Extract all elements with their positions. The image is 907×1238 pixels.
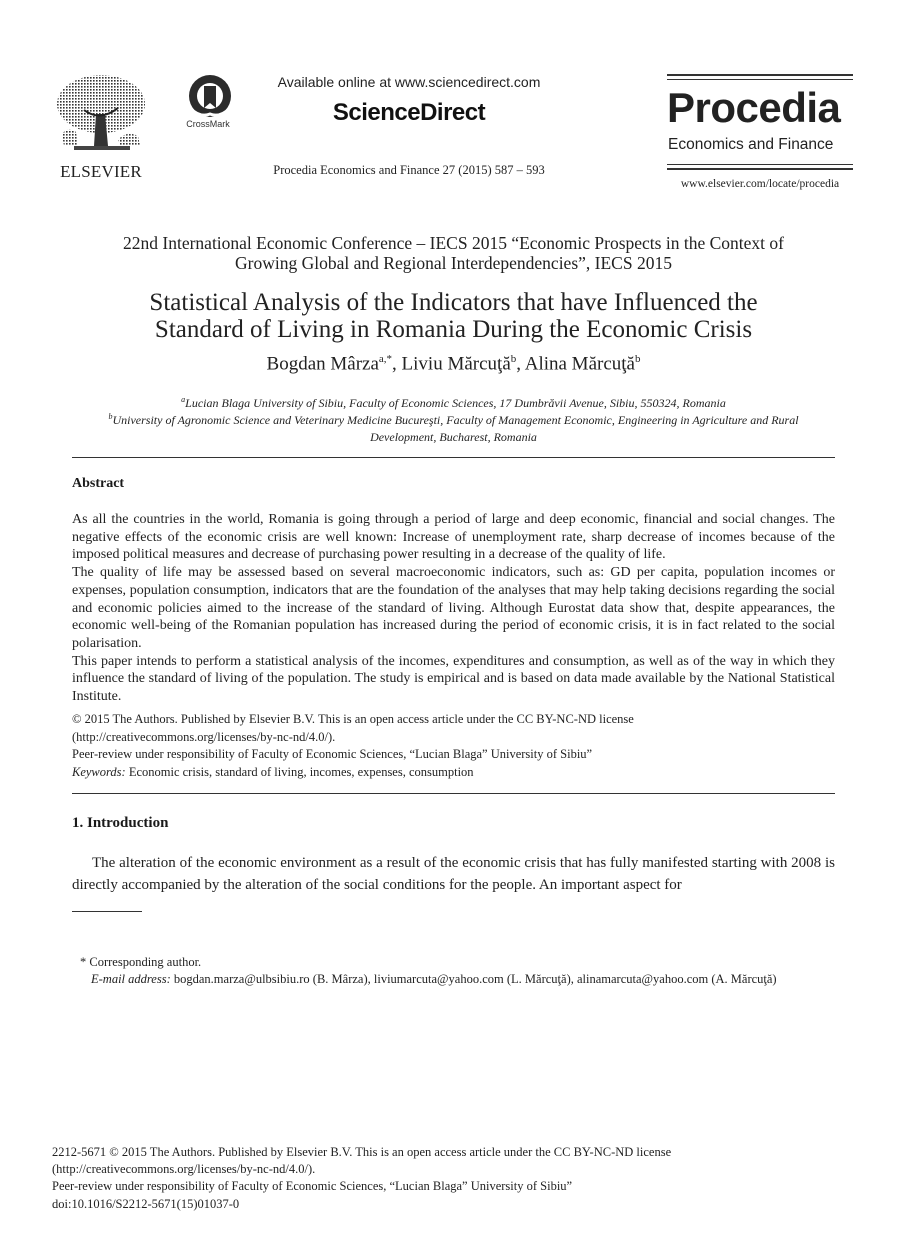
publisher-name: ELSEVIER xyxy=(60,162,142,181)
corresponding-author-note: * Corresponding author. xyxy=(80,955,202,969)
available-online-text[interactable]: Available online at www.sciencedirect.com xyxy=(277,74,541,90)
email-line xyxy=(80,971,840,988)
email-addresses[interactable]: bogdan.marza@ulbsibiu.ro (B. Mârza), liviumarcuta@yahoo.com (L. Mărcuţă), alinamarcuta@yahoo.com (A. Mărcuţă) xyxy=(173,972,777,986)
doi-line[interactable]: doi:10.1016/S2212-5671(15)01037-0 xyxy=(52,1196,240,1211)
license-and-keywords xyxy=(72,711,835,781)
keywords-text: Economic crisis, standard of living, incomes, expenses, consumption xyxy=(128,764,474,779)
affiliation-mark: a xyxy=(181,395,186,404)
license-link[interactable]: (http://creativecommons.org/licenses/by-nc-nd/4.0/). xyxy=(72,729,336,744)
paper-title xyxy=(60,289,847,343)
elsevier-logo xyxy=(52,74,150,181)
procedia-masthead xyxy=(667,74,853,194)
conference-title xyxy=(60,233,847,273)
abstract-paragraph: The quality of life may be assessed based on several macroeconomic indicators, such as: GD per capita, population incomes or expenses, population consumption, indicators that are the foundation of the analyses that may help taking decisions regarding the social and economic policies aimed to the increase of the standard of living. Although Eurostat data show that, despite appearances, the economic well-being of the Romanian population has increased during the period of economic crisis, it is in fact related to the social polarisation. xyxy=(72,565,835,651)
publication-info xyxy=(52,1144,812,1213)
procedia-bottom-rule-thin xyxy=(667,164,853,165)
conference-line-1: 22nd International Economic Conference – IECS 2015 “Economic Prospects in the Context of xyxy=(123,233,784,253)
peer-review-line: Peer-review under responsibility of Faculty of Economic Sciences, “Lucian Blaga” University of Sibiu” xyxy=(72,747,593,762)
paper-title-line-2: Standard of Living in Romania During the Economic Crisis xyxy=(154,316,753,343)
procedia-url[interactable]: www.elsevier.com/locate/procedia xyxy=(680,178,840,190)
introduction-heading: 1. Introduction xyxy=(72,815,169,831)
author-separator: , xyxy=(516,353,525,375)
author-name: Alina Mărcuţă xyxy=(524,353,635,375)
conference-line-2: Growing Global and Regional Interdependencies”, IECS 2015 xyxy=(235,253,672,273)
email-label: E-mail address: xyxy=(91,972,171,986)
author-separator: , xyxy=(392,353,402,375)
author-affil-mark: b xyxy=(510,353,517,365)
affiliation-text-line-1: University of Agronomic Science and Veterinary Medicine Bucureşti, Faculty of Management Economic, Engineering in Agriculture and Rural xyxy=(112,413,799,427)
elsevier-tree-logo xyxy=(54,74,148,156)
introduction-body: The alteration of the economic environment as a result of the economic crisis that has fully manifested starting with 2008 is directly accompanied by the alteration of the social conditions for the people. An important aspect for xyxy=(72,855,835,893)
affiliation-text: Lucian Blaga University of Sibiu, Faculty of Economic Sciences, 17 Dumbrăvii Avenue, Sibiu, 550324, Romania xyxy=(185,396,726,410)
author-name: Liviu Mărcuţă xyxy=(401,353,511,375)
affiliation-b xyxy=(60,408,847,446)
keywords-line xyxy=(72,764,835,782)
abstract-body xyxy=(72,511,835,706)
author-affil-mark: b xyxy=(634,353,641,365)
footnote xyxy=(80,954,840,988)
bottom-license-link[interactable]: (http://creativecommons.org/licenses/by-nc-nd/4.0/). xyxy=(52,1162,316,1177)
procedia-title: Procedia xyxy=(667,84,841,131)
author-affil-mark: a,* xyxy=(378,353,393,365)
journal-citation: Procedia Economics and Finance 27 (2015) 587 – 593 xyxy=(273,163,545,177)
author-list xyxy=(60,353,847,375)
paper-title-line-1: Statistical Analysis of the Indicators that have Influenced the xyxy=(149,289,758,316)
procedia-top-rule-thin xyxy=(667,79,853,80)
crossmark-label: CrossMark xyxy=(186,119,230,129)
abstract-paragraph: This paper intends to perform a statistical analysis of the incomes, expenditures and consumption, as well as of the way in which they influence the standard of living of the population. The study is empirical and is based on data made available by the National Statistical Institute. xyxy=(72,653,835,705)
section-divider xyxy=(72,793,835,794)
keywords-label: Keywords: xyxy=(72,764,126,779)
affiliation-text-line-2: Development, Bucharest, Romania xyxy=(370,430,537,444)
footnote-rule xyxy=(72,911,142,912)
author-name: Bogdan Mârza xyxy=(266,353,379,375)
copyright-line: © 2015 The Authors. Published by Elsevier B.V. This is an open access article under the CC BY-NC-ND license xyxy=(72,712,634,726)
issn-copyright-line: 2212-5671 © 2015 The Authors. Published by Elsevier B.V. This is an open access article under the CC BY-NC-ND license xyxy=(52,1145,672,1159)
procedia-top-rule xyxy=(667,74,853,76)
sciencedirect-brand[interactable]: ScienceDirect xyxy=(332,99,486,126)
abstract-heading: Abstract xyxy=(72,476,125,491)
section-divider xyxy=(72,457,835,458)
affiliation-mark: b xyxy=(108,412,113,421)
abstract-paragraph: As all the countries in the world, Romania is going through a period of large and deep economic, financial and social changes. The negative effects of the economic crisis are well known: Increase of unemployment rate, sharp decrease of incomes because of the imposed political measures and decrease of purchasing power resulting in a decrease of the quality of life. xyxy=(72,512,835,563)
bottom-peer-review: Peer-review under responsibility of Faculty of Economic Sciences, “Lucian Blaga” University of Sibiu” xyxy=(52,1179,573,1194)
procedia-subtitle: Economics and Finance xyxy=(668,136,834,153)
procedia-bottom-rule xyxy=(667,168,853,170)
